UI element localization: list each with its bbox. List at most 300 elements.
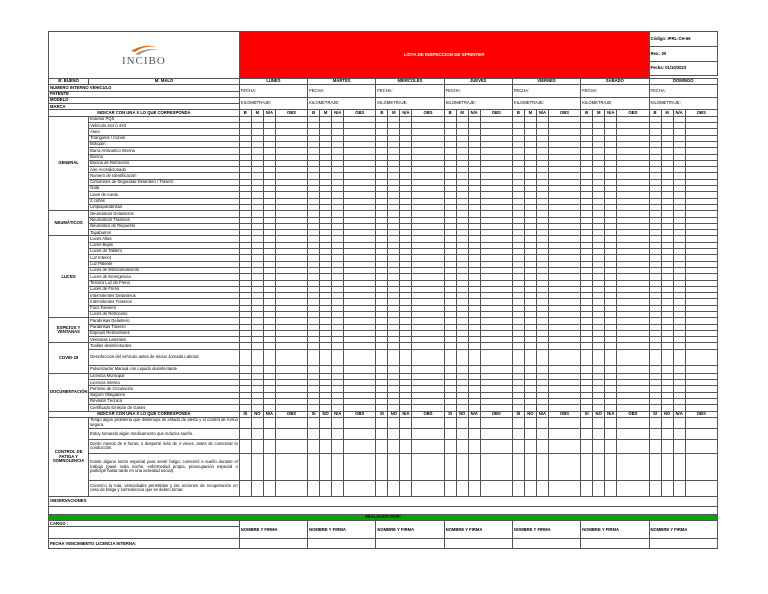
indicate-instruction: INDICAR CON UNA X LO QUE CORRESPONDA — [49, 110, 240, 116]
check-cell[interactable] — [605, 428, 617, 439]
check-cell[interactable] — [617, 417, 649, 428]
check-cell[interactable] — [617, 453, 649, 480]
check-cell[interactable] — [593, 480, 605, 496]
check-cell[interactable] — [251, 349, 263, 365]
check-cell[interactable] — [605, 480, 617, 496]
check-cell[interactable] — [239, 439, 251, 453]
check-item: 2 cuñas — [89, 198, 240, 204]
name-sign-field[interactable]: NOMBRE Y FIRMA — [376, 521, 444, 539]
check-cell[interactable] — [649, 417, 661, 428]
check-cell[interactable] — [344, 453, 376, 480]
check-cell[interactable] — [456, 349, 468, 365]
check-cell[interactable] — [536, 453, 548, 480]
check-cell[interactable] — [412, 365, 444, 373]
check-item: Parabrisas Delantero — [89, 318, 240, 324]
check-cell[interactable] — [332, 365, 344, 373]
check-cell[interactable] — [251, 428, 263, 439]
check-cell[interactable] — [320, 453, 332, 480]
check-cell[interactable] — [344, 349, 376, 365]
check-cell[interactable] — [480, 349, 512, 365]
check-cell[interactable] — [581, 365, 593, 373]
check-cell[interactable] — [536, 428, 548, 439]
km-field[interactable]: KILOMETRAJE: — [581, 97, 649, 110]
check-cell[interactable] — [263, 365, 275, 373]
observations-field[interactable]: OBSERVACIONES — [49, 496, 718, 506]
check-cell[interactable] — [400, 365, 412, 373]
fecha-field[interactable]: FECHA: — [444, 85, 512, 98]
license-due-field[interactable]: FECHA VENCIMIENTO LICENCIA INTERNA: — [49, 539, 240, 549]
col-head-no: NO — [320, 411, 332, 417]
km-field[interactable]: KILOMETRAJE: — [649, 97, 717, 110]
check-cell[interactable] — [512, 417, 524, 428]
check-item: Tapabarros — [89, 230, 240, 236]
check-cell[interactable] — [480, 428, 512, 439]
check-cell[interactable] — [685, 349, 717, 365]
check-cell[interactable] — [444, 417, 456, 428]
check-cell[interactable] — [275, 439, 307, 453]
section-fatigue: CONTROL DE FATIGA Y SOMNOLENCIA — [49, 417, 89, 496]
check-item: Aseo — [89, 129, 240, 135]
name-sign-field[interactable]: NOMBRE Y FIRMA — [649, 521, 717, 539]
check-cell[interactable] — [536, 439, 548, 453]
check-cell[interactable] — [480, 417, 512, 428]
check-cell[interactable] — [593, 428, 605, 439]
fatigue-question: Dormí menos de 6 horas, o desperté más de 4 veces, antes de comenzar la conducción. — [89, 439, 240, 453]
section-general: GENERAL — [49, 116, 89, 210]
check-cell[interactable] — [275, 417, 307, 428]
check-cell[interactable] — [263, 480, 275, 496]
check-item: Intermitentes Traseros — [89, 299, 240, 305]
check-cell[interactable] — [320, 417, 332, 428]
check-cell[interactable] — [456, 428, 468, 439]
check-cell[interactable] — [673, 428, 685, 439]
check-cell[interactable] — [412, 349, 444, 365]
check-cell[interactable] — [673, 349, 685, 365]
check-cell[interactable] — [536, 349, 548, 365]
check-cell[interactable] — [480, 453, 512, 480]
name-sign-field[interactable]: NOMBRE Y FIRMA — [239, 521, 307, 539]
check-cell[interactable] — [605, 439, 617, 453]
check-cell[interactable] — [468, 453, 480, 480]
col-head-b: B — [444, 110, 456, 116]
check-cell[interactable] — [388, 428, 400, 439]
check-cell[interactable] — [251, 480, 263, 496]
check-cell[interactable] — [661, 349, 673, 365]
check-cell[interactable] — [275, 480, 307, 496]
check-cell[interactable] — [673, 480, 685, 496]
fecha-field[interactable]: FECHA: — [239, 85, 307, 98]
fecha-field[interactable]: FECHA: — [581, 85, 649, 98]
check-cell[interactable] — [468, 480, 480, 496]
fecha-field[interactable]: FECHA: — [649, 85, 717, 98]
check-cell[interactable] — [480, 439, 512, 453]
check-item: Luces de Tablero — [89, 249, 240, 255]
check-cell[interactable] — [400, 453, 412, 480]
col-head-si: SI — [512, 411, 524, 417]
check-cell[interactable] — [685, 417, 717, 428]
check-item: Limpiaparabrisas — [89, 204, 240, 210]
name-sign-field[interactable]: NOMBRE Y FIRMA — [444, 521, 512, 539]
check-cell[interactable] — [593, 349, 605, 365]
check-item: Revisión Técnica — [89, 398, 240, 404]
check-cell[interactable] — [649, 365, 661, 373]
check-cell[interactable] — [549, 349, 581, 365]
name-sign-field[interactable]: NOMBRE Y FIRMA — [308, 521, 376, 539]
col-head-no: NO — [251, 411, 263, 417]
day-header-martes: MARTES — [308, 79, 376, 85]
section-documentaci-n: DOCUMENTACIÓN — [49, 373, 89, 411]
check-cell[interactable] — [376, 349, 388, 365]
check-item: Seguro Obligatorio — [89, 392, 240, 398]
fecha-field[interactable]: FECHA: — [512, 85, 580, 98]
check-cell[interactable] — [512, 365, 524, 373]
check-cell[interactable] — [593, 453, 605, 480]
check-cell[interactable] — [251, 417, 263, 428]
check-cell[interactable] — [685, 480, 717, 496]
check-cell[interactable] — [536, 417, 548, 428]
check-item: Extintor PQS — [89, 116, 240, 122]
check-cell[interactable] — [412, 417, 444, 428]
col-head-na: N/A — [468, 110, 480, 116]
check-cell[interactable] — [524, 417, 536, 428]
check-cell[interactable] — [593, 365, 605, 373]
check-cell[interactable] — [524, 365, 536, 373]
col-head-na: N/A — [332, 110, 344, 116]
check-cell[interactable] — [512, 453, 524, 480]
check-cell[interactable] — [400, 349, 412, 365]
check-cell[interactable] — [344, 365, 376, 373]
check-item: Llave de rueda — [89, 192, 240, 198]
check-cell[interactable] — [605, 453, 617, 480]
check-item: Desinfeccion del vehiculo antes de Iniciar Jornada Laboral — [89, 349, 240, 365]
km-field[interactable]: KILOMETRAJE: — [512, 97, 580, 110]
check-item: Bocina de Retroceso — [89, 160, 240, 166]
km-field[interactable]: KILOMETRAJE: — [376, 97, 444, 110]
col-head-na: N/A — [332, 411, 344, 417]
check-cell[interactable] — [332, 480, 344, 496]
company-logo — [49, 32, 240, 79]
check-cell[interactable] — [524, 349, 536, 365]
check-item: Cinturones de Seguridad Delantero / Trasero — [89, 179, 240, 185]
col-head-no: NO — [456, 411, 468, 417]
check-cell[interactable] — [332, 428, 344, 439]
check-cell[interactable] — [617, 428, 649, 439]
check-cell[interactable] — [673, 453, 685, 480]
check-cell[interactable] — [320, 480, 332, 496]
col-head-no: NO — [388, 411, 400, 417]
check-cell[interactable] — [617, 365, 649, 373]
check-cell[interactable] — [376, 428, 388, 439]
check-cell[interactable] — [320, 439, 332, 453]
col-head-b: B — [239, 110, 251, 116]
check-cell[interactable] — [649, 480, 661, 496]
km-field[interactable]: KILOMETRAJE: — [239, 97, 307, 110]
check-cell[interactable] — [388, 417, 400, 428]
check-cell[interactable] — [512, 428, 524, 439]
check-cell[interactable] — [605, 365, 617, 373]
day-header-miercoles: MIERCOLES — [376, 79, 444, 85]
check-cell[interactable] — [344, 417, 376, 428]
check-cell[interactable] — [320, 365, 332, 373]
vehicle-field-plate: PATENTE — [49, 91, 240, 97]
check-cell[interactable] — [549, 428, 581, 439]
check-item: Licencia Interna — [89, 380, 240, 386]
vehicle-field-brand: MARCA — [49, 104, 240, 110]
col-head-b: B — [308, 110, 320, 116]
check-item: Aire Acondicionado — [89, 167, 240, 173]
check-item: Ventanas Laterales — [89, 337, 240, 343]
col-head-b: B — [376, 110, 388, 116]
check-cell[interactable] — [685, 439, 717, 453]
check-cell[interactable] — [468, 349, 480, 365]
fecha-field[interactable]: FECHA: — [376, 85, 444, 98]
check-cell[interactable] — [617, 480, 649, 496]
check-cell[interactable] — [673, 439, 685, 453]
check-cell[interactable] — [444, 439, 456, 453]
cargo-field[interactable]: CARGO : — [49, 521, 240, 527]
check-cell[interactable] — [480, 365, 512, 373]
check-cell[interactable] — [661, 453, 673, 480]
col-head-b: B — [512, 110, 524, 116]
check-cell[interactable] — [536, 480, 548, 496]
fatigue-question: Existe alguna razón especial para sentir fatiga; comenzó a sueño durante el trabajo (pasé mala noche, enfermedad propia, preocupación especial o participé hasta tarde en una actividad social). — [89, 453, 240, 480]
check-cell[interactable] — [400, 428, 412, 439]
form-revision: Rev.: 00 — [649, 47, 717, 62]
check-cell[interactable] — [468, 428, 480, 439]
check-cell[interactable] — [263, 417, 275, 428]
check-cell[interactable] — [444, 480, 456, 496]
check-item: Permiso de Circulación — [89, 386, 240, 392]
check-cell[interactable] — [308, 365, 320, 373]
check-item: Gata — [89, 186, 240, 192]
check-cell[interactable] — [456, 365, 468, 373]
check-cell[interactable] — [456, 439, 468, 453]
check-cell[interactable] — [412, 428, 444, 439]
inspection-sheet — [48, 31, 718, 549]
check-cell[interactable] — [649, 428, 661, 439]
check-cell[interactable] — [673, 365, 685, 373]
check-cell[interactable] — [251, 365, 263, 373]
check-item: Barra Antivuelco Interna — [89, 148, 240, 154]
check-cell[interactable] — [412, 480, 444, 496]
check-cell[interactable] — [581, 439, 593, 453]
check-cell[interactable] — [444, 453, 456, 480]
check-item: Luces de Retroceso — [89, 311, 240, 317]
check-cell[interactable] — [388, 453, 400, 480]
check-cell[interactable] — [536, 365, 548, 373]
check-cell[interactable] — [376, 439, 388, 453]
check-cell[interactable] — [581, 417, 593, 428]
check-cell[interactable] — [376, 365, 388, 373]
check-item: Neumáticos Traseros — [89, 217, 240, 223]
check-cell[interactable] — [320, 349, 332, 365]
section-espejos-y-ventanas: ESPEJOS Y VENTANAS — [49, 318, 89, 343]
km-field[interactable]: KILOMETRAJE: — [444, 97, 512, 110]
name-sign-field[interactable]: NOMBRE Y FIRMA — [512, 521, 580, 539]
form-title: LISTA DE INSPECCION DE SPRINTER — [239, 32, 649, 79]
check-cell[interactable] — [400, 417, 412, 428]
indicate-instruction: INDICAR CON UNA X LO QUE CORRESPONDA — [49, 411, 240, 417]
check-cell[interactable] — [263, 428, 275, 439]
check-cell[interactable] — [376, 453, 388, 480]
col-head-obs: OBS — [617, 411, 649, 417]
check-cell[interactable] — [673, 417, 685, 428]
check-cell[interactable] — [649, 453, 661, 480]
check-cell[interactable] — [388, 480, 400, 496]
check-cell[interactable] — [685, 365, 717, 373]
check-cell[interactable] — [308, 453, 320, 480]
check-cell[interactable] — [512, 439, 524, 453]
check-cell[interactable] — [344, 428, 376, 439]
check-cell[interactable] — [412, 439, 444, 453]
check-cell[interactable] — [593, 439, 605, 453]
col-head-no: NO — [524, 411, 536, 417]
col-head-na: N/A — [536, 110, 548, 116]
check-cell[interactable] — [549, 365, 581, 373]
check-cell[interactable] — [332, 417, 344, 428]
check-cell[interactable] — [275, 349, 307, 365]
check-cell[interactable] — [308, 439, 320, 453]
name-sign-field[interactable]: NOMBRE Y FIRMA — [581, 521, 649, 539]
check-cell[interactable] — [332, 453, 344, 480]
check-cell[interactable] — [388, 349, 400, 365]
check-cell[interactable] — [661, 428, 673, 439]
col-head-m: M — [524, 110, 536, 116]
check-cell[interactable] — [332, 439, 344, 453]
check-cell[interactable] — [239, 365, 251, 373]
fecha-field[interactable]: FECHA: — [308, 85, 376, 98]
check-item: Luces Altas — [89, 236, 240, 242]
day-header-sabado: SABADO — [581, 79, 649, 85]
col-head-si: SI — [581, 411, 593, 417]
check-cell[interactable] — [376, 480, 388, 496]
col-head-obs: OBS — [412, 411, 444, 417]
check-cell[interactable] — [480, 480, 512, 496]
logo-swoosh-icon — [127, 42, 161, 56]
check-cell[interactable] — [388, 439, 400, 453]
check-cell[interactable] — [263, 453, 275, 480]
km-field[interactable]: KILOMETRAJE: — [308, 97, 376, 110]
check-cell[interactable] — [581, 428, 593, 439]
check-cell[interactable] — [239, 349, 251, 365]
check-cell[interactable] — [524, 439, 536, 453]
check-item: Luces Bajas — [89, 242, 240, 248]
check-cell[interactable] — [239, 417, 251, 428]
check-cell[interactable] — [468, 365, 480, 373]
check-cell[interactable] — [263, 349, 275, 365]
check-item: Foco Faenero — [89, 305, 240, 311]
check-cell[interactable] — [524, 428, 536, 439]
check-cell[interactable] — [593, 417, 605, 428]
col-head-m: M — [320, 110, 332, 116]
check-cell[interactable] — [605, 417, 617, 428]
check-cell[interactable] — [332, 349, 344, 365]
col-head-si: SI — [376, 411, 388, 417]
check-cell[interactable] — [685, 453, 717, 480]
logo-text: INCIBO — [121, 55, 166, 68]
check-cell[interactable] — [444, 365, 456, 373]
check-cell[interactable] — [239, 428, 251, 439]
check-cell[interactable] — [524, 453, 536, 480]
check-cell[interactable] — [275, 428, 307, 439]
check-cell[interactable] — [376, 417, 388, 428]
check-cell[interactable] — [524, 480, 536, 496]
check-cell[interactable] — [605, 349, 617, 365]
check-item: Numero de Identificación — [89, 173, 240, 179]
check-item: Neumáticos Delanteros — [89, 211, 240, 217]
col-head-obs: OBS — [344, 110, 376, 116]
check-cell[interactable] — [275, 453, 307, 480]
check-item: Luz Patente — [89, 261, 240, 267]
check-cell[interactable] — [617, 439, 649, 453]
check-cell[interactable] — [581, 349, 593, 365]
col-head-na: N/A — [263, 411, 275, 417]
check-cell[interactable] — [444, 349, 456, 365]
check-cell[interactable] — [320, 428, 332, 439]
check-cell[interactable] — [239, 453, 251, 480]
check-cell[interactable] — [549, 480, 581, 496]
check-cell[interactable] — [468, 417, 480, 428]
check-cell[interactable] — [661, 480, 673, 496]
check-cell[interactable] — [344, 480, 376, 496]
check-cell[interactable] — [581, 480, 593, 496]
check-cell[interactable] — [263, 439, 275, 453]
check-cell[interactable] — [456, 417, 468, 428]
check-cell[interactable] — [400, 480, 412, 496]
check-cell[interactable] — [251, 453, 263, 480]
check-cell[interactable] — [456, 480, 468, 496]
check-cell[interactable] — [649, 349, 661, 365]
legend-good: B: BUENO — [49, 79, 89, 85]
check-cell[interactable] — [661, 439, 673, 453]
check-cell[interactable] — [512, 480, 524, 496]
check-item: Luces de Freno — [89, 286, 240, 292]
check-cell[interactable] — [581, 453, 593, 480]
check-cell[interactable] — [308, 428, 320, 439]
check-cell[interactable] — [649, 439, 661, 453]
check-cell[interactable] — [400, 439, 412, 453]
day-header-viernes: VIERNES — [512, 79, 580, 85]
check-cell[interactable] — [468, 439, 480, 453]
check-cell[interactable] — [308, 349, 320, 365]
check-cell[interactable] — [685, 428, 717, 439]
col-head-na: N/A — [468, 411, 480, 417]
check-cell[interactable] — [456, 453, 468, 480]
check-cell[interactable] — [549, 417, 581, 428]
check-cell[interactable] — [617, 349, 649, 365]
check-cell[interactable] — [444, 428, 456, 439]
check-cell[interactable] — [275, 365, 307, 373]
check-cell[interactable] — [549, 453, 581, 480]
check-cell[interactable] — [512, 349, 524, 365]
check-cell[interactable] — [388, 365, 400, 373]
check-cell[interactable] — [344, 439, 376, 453]
check-cell[interactable] — [308, 480, 320, 496]
col-head-obs: OBS — [685, 411, 717, 417]
check-cell[interactable] — [661, 365, 673, 373]
check-cell[interactable] — [308, 417, 320, 428]
check-cell[interactable] — [661, 417, 673, 428]
check-cell[interactable] — [549, 439, 581, 453]
check-cell[interactable] — [239, 480, 251, 496]
check-cell[interactable] — [251, 439, 263, 453]
col-head-no: NO — [661, 411, 673, 417]
check-cell[interactable] — [412, 453, 444, 480]
col-head-obs: OBS — [549, 110, 581, 116]
check-item: Espejos Retrovisores — [89, 330, 240, 336]
form-date: Fecha: 01/10/2023 — [649, 62, 717, 76]
col-head-na: N/A — [400, 110, 412, 116]
